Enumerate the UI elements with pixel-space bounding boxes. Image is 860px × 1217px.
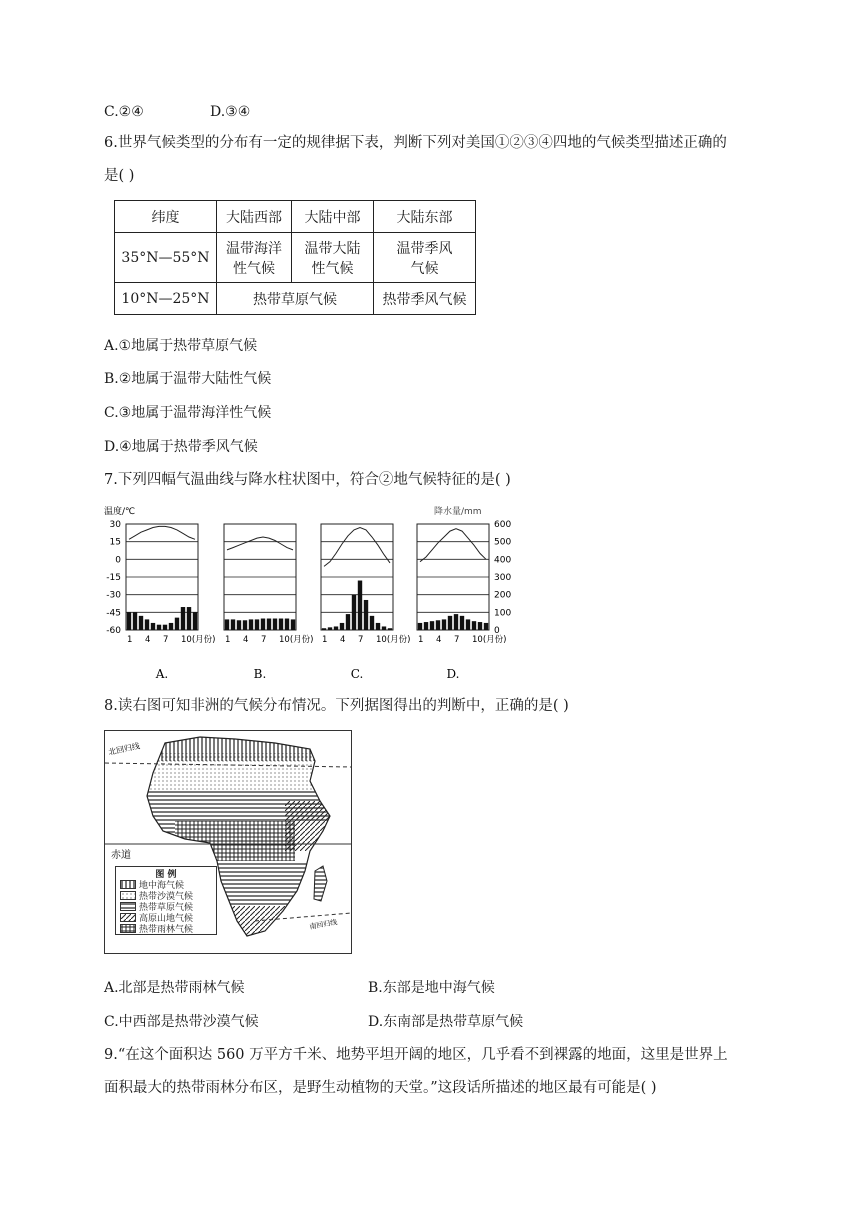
precip-bar — [261, 619, 265, 630]
q7-stem: 7.下列四幅气温曲线与降水柱状图中，符合②地气候特征的是( ) — [104, 472, 511, 488]
precip-bar — [193, 612, 197, 630]
precip-bar — [454, 614, 458, 630]
tropic-north-label: 北回归线 — [107, 741, 141, 757]
cell-text: 温带海洋 — [226, 240, 282, 257]
month-tick-label: 4 — [340, 635, 346, 645]
precip-bar — [285, 619, 289, 630]
precip-bar — [352, 595, 356, 630]
table-header-latitude: 纬度 — [115, 201, 217, 233]
temp-curve — [324, 528, 390, 567]
precip-bar — [442, 619, 446, 630]
precip-bar — [388, 628, 392, 630]
month-tick-label: 4 — [243, 635, 249, 645]
temp-axis-title: 温度/℃ — [104, 507, 136, 517]
legend-label: 热带雨林气候 — [139, 925, 194, 935]
tropic-south-label: 南回归线 — [308, 918, 338, 931]
chart-option-label: D. — [446, 667, 460, 681]
table-cell-lat-2: 10°N—25°N — [115, 283, 217, 315]
precip-bar — [430, 621, 434, 630]
precip-bar — [448, 616, 452, 630]
legend-swatch-savanna — [120, 902, 136, 911]
precip-bar — [328, 627, 332, 630]
table-cell-west-mid-2: 热带草原气候 — [217, 283, 374, 315]
q6-option-b: B.②地属于温带大陆性气候 — [104, 371, 272, 387]
legend-title: 图 例 — [155, 870, 177, 880]
cell-text: 气候 — [410, 260, 439, 277]
precip-bar — [478, 622, 482, 630]
precip-bar — [175, 618, 179, 630]
precip-bar — [334, 626, 338, 630]
month-tick-label: 4 — [145, 635, 151, 645]
precip-bar — [279, 619, 283, 630]
precip-bar — [346, 614, 350, 630]
temp-curve — [420, 529, 486, 562]
q8-stem: 8.读右图可知非洲的气候分布情况。下列据图得出的判断中，正确的是( ) — [104, 698, 569, 714]
cell-text: 性气候 — [233, 260, 275, 277]
q8-option-a: A.北部是热带雨林气候 — [104, 980, 245, 996]
precip-bar — [151, 623, 155, 630]
precip-tick-label: 100 — [494, 608, 512, 619]
month-tick-label: 10(月份) — [181, 635, 216, 645]
month-tick-label: 7 — [163, 635, 169, 645]
cell-text: 性气候 — [311, 260, 354, 277]
q8-option-d: D.东南部是热带草原气候 — [368, 1014, 524, 1030]
precip-bar — [376, 623, 380, 630]
month-tick-label: 1 — [225, 635, 231, 645]
table-cell-mid-1 — [292, 233, 374, 283]
month-tick-label: 10(月份) — [472, 635, 507, 645]
precip-bar — [267, 619, 271, 630]
precip-bar — [273, 619, 277, 630]
precip-tick-label: 600 — [494, 520, 512, 530]
legend-swatch-mediterranean — [120, 880, 136, 889]
precip-bar — [237, 620, 241, 630]
precip-tick-label: 200 — [494, 590, 512, 601]
precip-bar — [466, 619, 470, 630]
temp-tick-label: 0 — [115, 555, 121, 566]
precip-bar — [249, 619, 253, 630]
precip-bar — [436, 620, 440, 630]
equator-label: 赤道 — [111, 850, 131, 861]
precip-bar — [127, 612, 131, 630]
legend-label: 热带草原气候 — [139, 903, 194, 913]
month-tick-label: 1 — [322, 635, 328, 645]
precip-bar — [291, 619, 295, 630]
chart-option-label: C. — [350, 667, 364, 681]
legend-label: 地中海气候 — [139, 881, 185, 891]
q9-line2: 面积最大的热带雨林分布区，是野生动植物的天堂。”这段话所描述的地区最有可能是( ) — [104, 1080, 657, 1096]
precip-axis-title: 降水量/mm — [434, 507, 482, 517]
q5-option-d: D.③④ — [210, 104, 251, 120]
chart-option-label: B. — [253, 667, 267, 681]
precip-bar — [418, 623, 422, 630]
temp-curve — [227, 537, 293, 550]
map-legend — [115, 866, 217, 935]
temp-tick-label: -30 — [106, 590, 121, 601]
precip-bar — [243, 620, 247, 630]
precip-bar — [133, 612, 137, 630]
temp-curve — [129, 526, 195, 539]
legend-swatch-desert — [120, 891, 136, 900]
precip-bar — [225, 619, 229, 630]
precip-bar — [382, 626, 386, 630]
precip-bar — [322, 628, 326, 630]
chart-option-label: A. — [155, 667, 169, 681]
month-tick-label: 7 — [454, 635, 460, 645]
q8-option-c: C.中西部是热带沙漠气候 — [104, 1014, 259, 1030]
precip-bar — [231, 619, 235, 630]
cell-text: 温带大陆 — [304, 240, 361, 257]
precip-bar — [340, 623, 344, 630]
temp-tick-label: 15 — [109, 537, 121, 548]
table-cell-east-2: 热带季风气候 — [374, 283, 476, 315]
table-cell-west-1 — [217, 233, 292, 283]
precip-tick-label: 500 — [494, 537, 512, 548]
legend-item — [116, 923, 216, 934]
precip-bar — [364, 600, 368, 630]
q6-option-d: D.④地属于热带季风气候 — [104, 439, 258, 455]
precip-tick-label: 0 — [494, 626, 500, 636]
temp-tick-label: -45 — [106, 608, 121, 619]
legend-swatch-rainforest — [120, 924, 136, 933]
precip-bar — [472, 621, 476, 630]
month-tick-label: 7 — [358, 635, 364, 645]
table-header-west: 大陆西部 — [217, 201, 292, 233]
precip-bar — [255, 619, 259, 630]
precip-bar — [358, 581, 362, 630]
table-header-middle: 大陆中部 — [292, 201, 374, 233]
precip-bar — [145, 619, 149, 630]
month-tick-label: 1 — [127, 635, 133, 645]
table-header-east: 大陆东部 — [374, 201, 476, 233]
precip-tick-label: 400 — [494, 555, 512, 566]
madagascar — [314, 866, 327, 901]
precip-bar — [163, 625, 167, 630]
table-cell-east-1 — [374, 233, 476, 283]
precip-bar — [460, 616, 464, 630]
q6-stem-line2: 是( ) — [104, 168, 135, 184]
q9-line1: 9.“在这个面积达 560 万平方千米、地势平坦开阔的地区，几乎看不到裸露的地面，这里是世界上 — [104, 1047, 728, 1063]
precip-bar — [157, 625, 161, 630]
legend-label: 热带沙漠气候 — [139, 892, 194, 902]
climate-charts — [104, 502, 534, 696]
month-tick-label: 7 — [261, 635, 267, 645]
month-tick-label: 1 — [418, 635, 424, 645]
climate-table — [114, 200, 476, 315]
precip-bar — [181, 607, 185, 630]
legend-swatch-highland — [120, 913, 136, 922]
temp-tick-label: -60 — [106, 626, 121, 636]
precip-tick-label: 300 — [494, 573, 512, 583]
climate-charts-svg — [104, 502, 534, 692]
precip-bar — [484, 623, 488, 630]
q6-stem-line1: 6.世界气候类型的分布有一定的规律据下表，判断下列对美国①②③④四地的气候类型描述正确的 — [104, 135, 727, 151]
table-cell-lat-1: 35°N—55°N — [115, 233, 217, 283]
precip-bar — [139, 616, 143, 630]
africa-climate-map — [104, 730, 352, 954]
month-tick-label: 10(月份) — [279, 635, 314, 645]
q8-option-b: B.东部是地中海气候 — [368, 980, 495, 996]
precip-bar — [187, 607, 191, 630]
q6-option-c: C.③地属于温带海洋性气候 — [104, 405, 272, 421]
month-tick-label: 10(月份) — [376, 635, 411, 645]
precip-bar — [424, 622, 428, 630]
temp-tick-label: 30 — [109, 520, 121, 530]
q6-option-a: A.①地属于热带草原气候 — [104, 338, 258, 354]
legend-label: 高原山地气候 — [139, 914, 194, 924]
q5-option-c: C.②④ — [104, 104, 144, 120]
cell-text: 温带季风 — [396, 240, 453, 257]
precip-bar — [169, 623, 173, 630]
precip-bar — [370, 616, 374, 630]
month-tick-label: 4 — [436, 635, 442, 645]
temp-tick-label: -15 — [106, 573, 121, 583]
